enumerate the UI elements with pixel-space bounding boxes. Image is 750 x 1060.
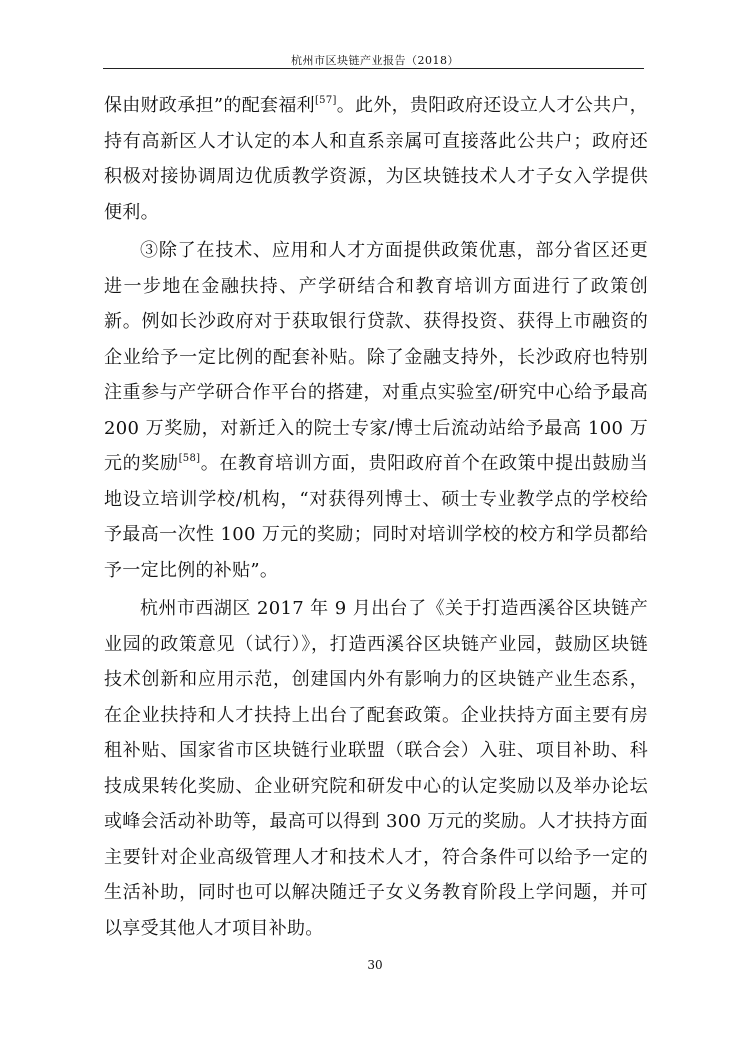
paragraph-2 <box>104 233 648 588</box>
header-rule <box>103 68 644 69</box>
citation-58: [58] <box>178 453 201 464</box>
page-header: 杭州市区块链产业报告（2018） <box>291 54 459 67</box>
paragraph-text: ③除了在技术、应用和人才方面提供政策优惠，部分省区还更进一步地在金融扶持、产学研结合和教育培训方面进行了政策创新。例如长沙政府对于获取银行贷款、获得投资、获得上市融资的企业给予一定比例的配套补贴。除了金融支持外，长沙政府也特别注重参与产学研合作平台的搭建，对重点实验室/研究中心给予最高 200 万奖励，对新迁入的院士专家/博士后流动站给予最高 100 万元的奖励 <box>104 240 648 474</box>
paragraph-text: 。此外，贵阳政府还设立人才公共户，持有高新区人才认定的本人和直系亲属可直接落此公共户；政府还积极对接协调周边优质教学资源，为区块链技术人才子女入学提供便利。 <box>104 95 648 223</box>
paragraph-3 <box>104 591 648 946</box>
paragraph-1 <box>104 88 648 230</box>
paragraph-text: 保由财政承担”的配套福利 <box>104 95 315 116</box>
page-number: 30 <box>367 958 383 972</box>
body-text <box>104 88 648 946</box>
citation-57: [57] <box>314 95 337 106</box>
paragraph-text: 。在教育培训方面，贵阳政府首个在政策中提出鼓励当地设立培训学校/机构，“对获得列博士、硕士专业教学点的学校给予最高一次性 100 万元的奖励；同时对培训学校的校方和学员都给予一定比例的补贴”。 <box>104 453 648 581</box>
paragraph-text: 杭州市西湖区 2017 年 9 月出台了《关于打造西溪谷区块链产业园的政策意见（试行）》，打造西溪谷区块链产业园，鼓励区块链技术创新和应用示范，创建国内外有影响力的区块链产业生态系，在企业扶持和人才扶持上出台了配套政策。企业扶持方面主要有房租补贴、国家省市区块链行业联盟（联合会）入驻、项目补助、科技成果转化奖励、企业研究院和研发中心的认定奖励以及举办论坛或峰会活动补助等，最高可以得到 300 万元的奖励。人才扶持方面主要针对企业高级管理人才和技术人才，符合条件可以给予一定的生活补助，同时也可以解决随迁子女义务教育阶段上学问题，并可以享受其他人才项目补助。 <box>104 598 648 939</box>
